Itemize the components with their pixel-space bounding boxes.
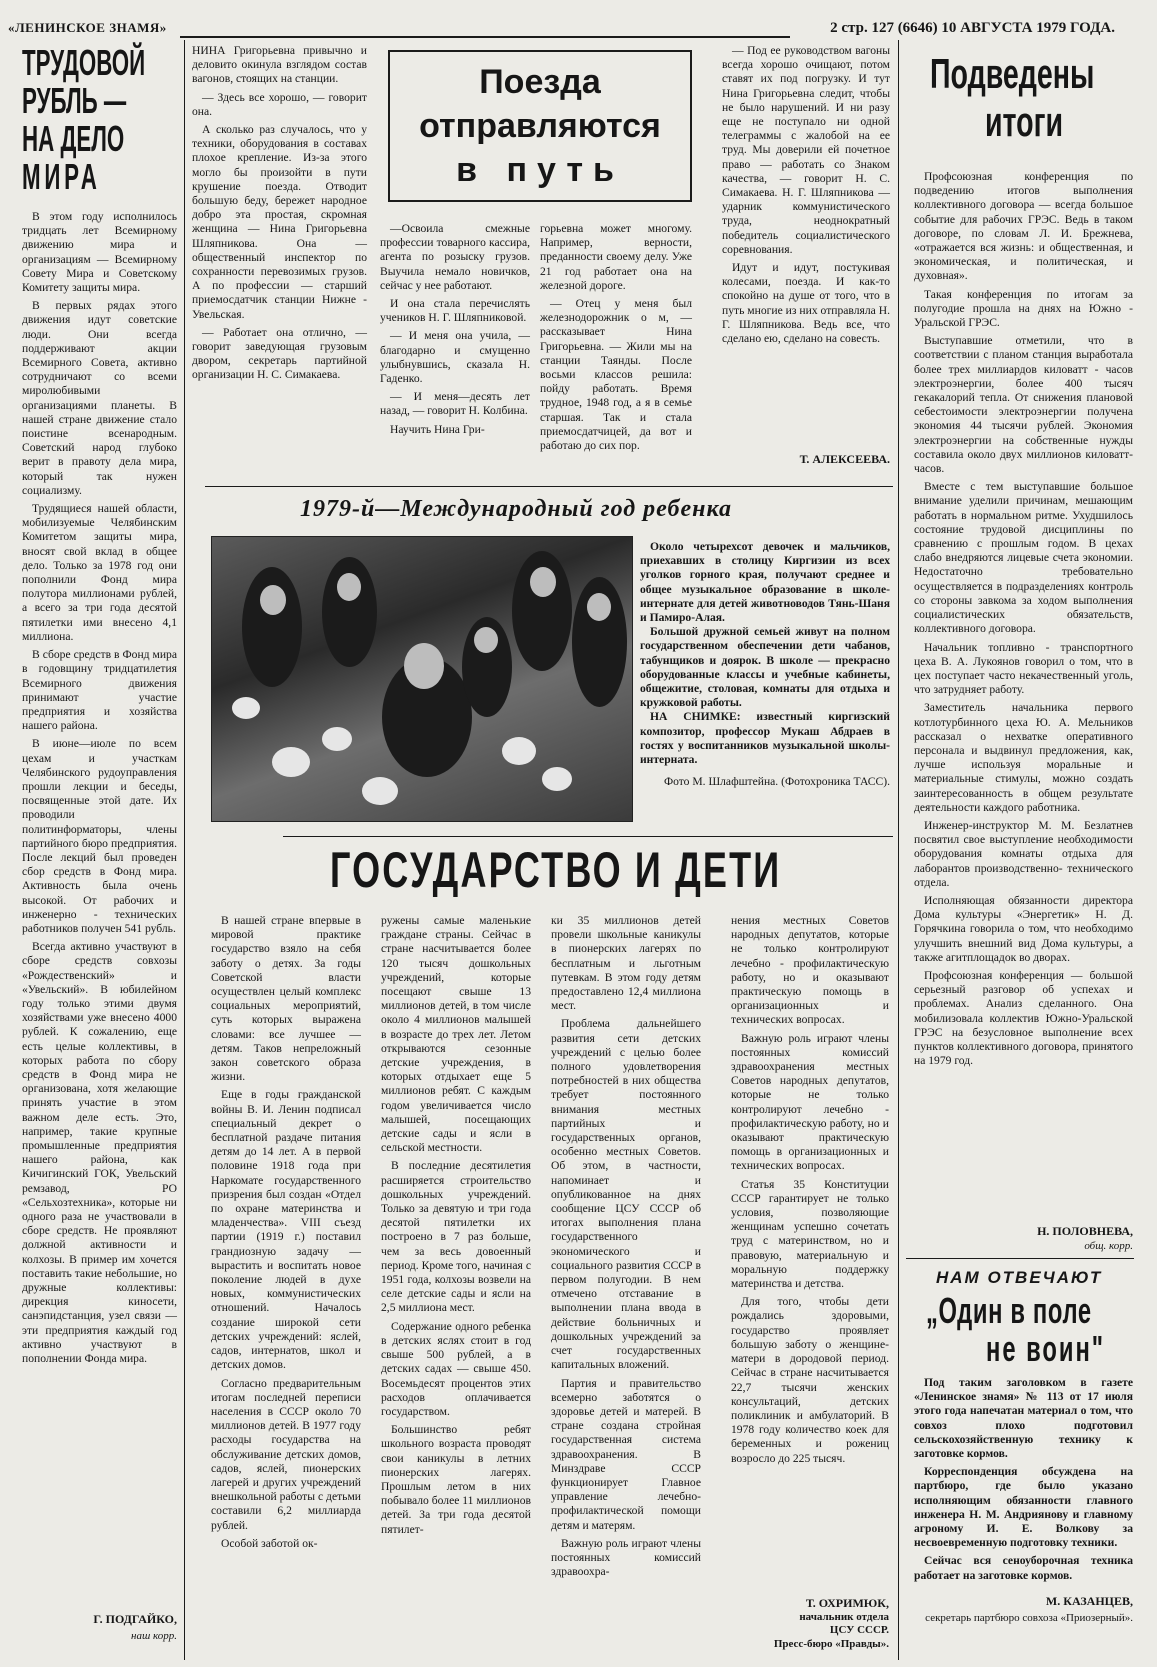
reply-title-line: „Один в поле xyxy=(926,1290,1092,1331)
paragraph: Особой заботой ок- xyxy=(221,1536,318,1550)
paragraph: — Работает она отлично, — говорит заведующая грузовым двором, секретарь партийной организации Н. С. Симакаева. xyxy=(192,325,367,382)
results-author: Н. ПОЛОВНЕВА, xyxy=(1037,1224,1133,1238)
paragraph: Еще в годы гражданской войны В. И. Ленин подписал специальный декрет о бесплатной раздаче питания детям до 14 лет. А в первой половине 1918 года при Наркомате государственного призрения был создан «Отдел по охране материнства и младенчества». VIII съезд партии (1919 г.) поставил грандиозную задачу — вырастить и воспитать новое поколение людей в духе новых, коммунистических отношений. Началось создание широкой сети детских учреждений: яслей, садов, интернатов, школ и детских домов. xyxy=(211,1088,361,1372)
title-line: ТРУДОВОЙ xyxy=(22,42,146,83)
paragraph: — Здесь все хорошо, — говорит она. xyxy=(192,90,367,118)
state-col-1 xyxy=(211,914,361,1555)
paragraph: нения местных Советов народных депутатов, которые не только контролируют лечебно - профилактическую работу, но и оказывают практическую помощь в организационных и технических вопросах. xyxy=(731,914,889,1027)
trains-col-3 xyxy=(540,222,692,457)
paragraph: В последние десятилетия расширяется строительство дошкольных учреждений. Только за девятую и три года десятой пятилетки их построено в 7 раз больше, чем за весь довоенный период. Кроме того, начиная с 1951 года, колхозы возвели на селе детские сады и ясли на 2,5 миллиона мест. xyxy=(381,1159,531,1315)
left-article-author-role: наш корр. xyxy=(131,1630,177,1642)
state-col-4 xyxy=(731,914,889,1470)
trains-title-line: в путь xyxy=(456,151,624,189)
trains-col-4 xyxy=(722,44,890,350)
masthead-rule xyxy=(180,36,790,38)
paragraph: Такая конференция по итогам за полугодие прошла на днях на Южно - Уральской ГРЭС. xyxy=(914,287,1133,330)
state-col-3 xyxy=(551,914,701,1583)
paragraph: Выступавшие отметили, что в соответствии с планом станция выработала более трех миллиардов киловатт - часов электроэнергии, более 400 тысяч гекакалорий тепла. От снижения плановой себестоимости электроэнергии получена экономия 44 тысячи рублей. Экономия электроэнергии на собственные нужды составила около двух миллионов киловатт-часов. xyxy=(914,334,1133,476)
paragraph: Инженер-инструктор М. М. Безлатнев посвятил свое выступление необходимости оборудования комнаты отдыха для лаборантов производственно- технического отдела. xyxy=(914,818,1133,889)
paragraph: Для того, чтобы дети рождались здоровыми, государство проявляет большую заботу о женщине-матери в дородовой период. Сейчас в стране насчитывается 22,7 тысячи женских консультаций, детских поликлиник и амбулаторий. В 1978 году количество коек для беременных и рожениц возросло до 225 тысяч. xyxy=(731,1295,889,1465)
paragraph: В первых рядах этого движения идут советские люди. Они всегда поддерживают акции Всемирного Совета, активно сотрудничают со всеми миролюбивыми организациями планеты. В нашей стране движение стало поистине всенародным. Советский народ глубоко верит в правоту дела мира, который так нужен социализму. xyxy=(22,299,177,497)
reply-body xyxy=(914,1376,1133,1587)
paragraph: НИНА Григорьевна привычно и деловито окинула взглядом состав вагонов, стоящих на станции. xyxy=(192,44,367,86)
paragraph: Важную роль играют члены постоянных комиссий здравоохранения местных Советов народных депутатов, которые не только контролируют лечебно - профилактическую работу, но и оказывают практическую помощь в организационных и технических вопросах. xyxy=(731,1031,889,1173)
paragraph: А сколько раз случалось, что у техники, оборудования в составах плохое крепление. Из-за этого могло бы произойти в пути крушение поезда. Отводит большую беду, бережет народное добро эта простая, скромная женщина — Нина Григорьевна Шляпникова. Она — общественный инспектор по сохранности перевозимых грузов. А по профессии — старший приемосдатчик станции Нижне - Увельская. xyxy=(192,123,367,321)
paragraph: Вместе с тем выступавшие большое внимание уделили причинам, мешающим работать в нормальном ритме. Ухудшилось состояние трудовой дисциплины по сравнению с прошлым годом. В цехах слабо внедряются лицевые счета экономии. Недостаточно требовательно осуществляется в подразделениях контроль со стороны завкома за ходом выполнения социалистических обязательств, коллективного договора. xyxy=(914,480,1133,636)
state-author: Т. ОХРИМЮК, xyxy=(805,1596,889,1610)
title-line: МИРА xyxy=(22,156,101,197)
state-source: Пресс-бюро «Правды». xyxy=(773,1638,889,1650)
paragraph: Содержание одного ребенка в детских яслях стоит в год свыше 500 рублей, а в детских садах — свыше 450. Восемьдесят процентов этих расходов оплачивается государством. xyxy=(381,1319,531,1418)
results-title xyxy=(930,50,1150,146)
newspaper-name: «ЛЕНИНСКОЕ ЗНАМЯ» xyxy=(8,20,167,35)
paragraph: Профсоюзная конференция — большой серьезный разговор об успехах и проблемах. Анализ сделанного. Она мобилизовала коллектив Южно-Уральской ГРЭС на безусловное выполнение всех пунктов коллективного договора, принятого на 1979 год. xyxy=(914,968,1133,1068)
paragraph: В нашей стране впервые в мировой практике государство взяло на себя заботу о детях. За годы Советской власти осуществлен целый комплекс социальных мероприятий, суть которых выражена словами: все лучшее — детям. Таков непреложный закон советского образа жизни. xyxy=(211,914,361,1084)
paragraph: И она стала перечислять учеников Н. Г. Шляпниковой. xyxy=(380,297,530,325)
state-author-role: начальник отдела xyxy=(799,1611,889,1623)
trains-title-line: отправляются xyxy=(419,107,661,145)
paragraph: Идут и идут, постукивая колесами, поезда. И как-то спокойно на душе от того, что в путь многие из них отправляла Н. Г. Шляпникова. Ведь все, что сделано ею, сделано на совесть. xyxy=(722,261,890,346)
paragraph: — И меня она учила, — благодарно и смущенно улыбнувшись, сказала Н. Гаденко. xyxy=(380,329,530,386)
reply-author-role: секретарь партбюро совхоза «Приозерный». xyxy=(925,1612,1133,1624)
paragraph: ки 35 миллионов детей провели школьные каникулы в пионерских лагерях по бесплатным и льготным путевкам. В этом году детям предоставлено 12,4 миллиона мест. xyxy=(551,914,701,1013)
paragraph: Партия и правительство всемерно заботятся о здоровье детей и матерей. В стране создана стройная государственная система здравоохранения. В Минздраве СССР функционирует Главное управление лечебно-профилактической помощи детям и матерям. xyxy=(551,1376,701,1532)
year-of-child-title: 1979-й—Международный год ребенка xyxy=(300,496,733,522)
column-divider xyxy=(898,40,899,1660)
paragraph: — Отец у меня был железнодорожник о м, — рассказывает Нина Григорьевна. — Жили мы на станции Таянды. После восьми классов решила: пойду работать. Время трудное, 1948 год, а я в семье старшая. Так и стала приемосдатчицей, да вот и работаю до сих пор. xyxy=(540,297,692,453)
trains-title-line: Поезда xyxy=(479,63,601,101)
reply-title xyxy=(926,1292,1136,1368)
reply-title-line: не воин" xyxy=(986,1328,1106,1369)
trains-col-1 xyxy=(192,44,367,387)
left-article-title xyxy=(22,44,172,196)
paragraph: Под таким заголовком в газете «Ленинское знамя» № 113 от 17 июля этого года напечатан материал о том, что совхоз плохо подготовил сельскохозяйственную технику к заготовке кормов. xyxy=(914,1376,1133,1461)
results-title-line: итоги xyxy=(985,98,1064,145)
trains-author: Т. АЛЕКСЕЕВА. xyxy=(799,452,890,466)
paragraph: Исполняющая обязанности директора Дома культуры «Энергетик» Н. Д. Горячкина говорила о том, что необходимо улучшить внешний вид Дома культуры, а также агитплощадок во дворах. xyxy=(914,893,1133,964)
paragraph: Большинство ребят школьного возраста проводят свои каникулы в летних пионерских лагерях. Прошлым летом в них побывало более 11 миллионов детей. За три года десятой пятилет- xyxy=(381,1423,531,1536)
state-author-role: ЦСУ СССР. xyxy=(829,1624,889,1636)
state-children-title-wrap xyxy=(330,840,890,900)
section-rule xyxy=(205,486,893,487)
paragraph: Важную роль играют члены постоянных комиссий здравоохра- xyxy=(551,1536,701,1579)
state-children-title: ГОСУДАРСТВО И ДЕТИ xyxy=(330,842,782,898)
caption-paragraph: НА СНИМКЕ: известный киргизский композитор, профессор Мукаш Абдраев в гостях у воспитанников музыкальной школы-интерната. xyxy=(640,710,890,767)
paragraph: В июне—июле по всем цехам и участкам Челябинского рудоуправления прошли лекции и беседы, посвященные этой дате. Их проводили политинформаторы, члены партийного бюро предприятия. После лекций был проведен сбор средств в Фонд мира. Активность была очень высокой. От рабочих и инженерно - технических работников получен 541 рубль. xyxy=(22,737,177,935)
paragraph: Начальник топливно - транспортного цеха В. А. Лукоянов говорил о том, что в цех поступает часто некачественный уголь, что затрудняет работу. xyxy=(914,640,1133,697)
paragraph: Проблема дальнейшего развития сети детских учреждений с целью более полного удовлетворения потребностей в них общества требует постоянного внимания местных партийных и государственных органов, особенно местных Советов. Об этом, в частности, напоминает и опубликованное на днях сообщение ЦСУ СССР об итогах выполнения плана государственного экономического и социального развития СССР в первом полугодии. В нем отмечено отставание в выполнении плана ввода в действие больничных и дошкольных учреждений за счет государственных капитальных вложений. xyxy=(551,1017,701,1372)
paragraph: Согласно предварительным итогам последней переписи населения в СССР около 70 миллионов детей. В 1977 году расходы государства на обслуживание детских домов, садов, яслей, пионерских лагерей и других учреждений внешкольной работы с детьми составили 6,2 миллиарда рублей. xyxy=(211,1376,361,1532)
paragraph: В этом году исполнилось тридцать лет Всемирному движению мира и организациям — Всемирному Совету Мира и Советскому Комитету защиты мира. xyxy=(22,210,177,295)
photo-credit: Фото М. Шлафштейна. (Фотохроника ТАСС). xyxy=(663,775,890,789)
left-article-body xyxy=(22,210,177,1370)
state-col-2 xyxy=(381,914,531,1541)
issue-line: 2 стр. 127 (6646) 10 АВГУСТА 1979 ГОДА. xyxy=(830,20,1115,36)
paragraph: Корреспонденция обсуждена на партбюро, где было указано исполняющим обязанности главного инженера Н. М. Андриянову и главному агроному И. Е. Волкову за несвоевременную подготовку техники. xyxy=(914,1465,1133,1550)
paragraph: Научить Нина Гри- xyxy=(390,422,485,436)
paragraph: — Под ее руководством вагоны всегда хорошо очищают, потом ставят их под погрузку. И тут Нина Григорьевна следит, чтобы не было нарушений. И ни разу еще не поступало ни одной телеграммы с жалобой на ее труд. Мы доверили ей почетное право — работать со Знаком качества, — говорит Н. С. Симакаева. Н. Г. Шляпникова — ударник коммунистического труда, неоднократный победитель социалистического соревнования. xyxy=(722,44,890,256)
left-article-author: Г. ПОДГАЙКО, xyxy=(93,1612,177,1626)
column-divider xyxy=(184,40,185,1660)
results-body xyxy=(914,170,1133,1072)
paragraph: горьевна может многому. Например, верности, преданности своему делу. Уже 21 год работает она на железной дороге. xyxy=(540,222,692,292)
paragraph: —Освоила смежные профессии товарного кассира, агента по розыску грузов. Выучила немало новичков, сейчас у нее работают. xyxy=(380,222,530,292)
trains-col-2 xyxy=(380,222,530,441)
section-rule xyxy=(906,1258,1134,1259)
caption-paragraph: Около четырехсот девочек и мальчиков, приехавших в столицу Киргизии из всех уголков горного края, получают среднее и общее музыкальное образование в школе-интернате для детей животноводов Тянь-Шаня и Памиро-Алая. xyxy=(640,540,890,625)
trains-title-box xyxy=(388,50,692,202)
children-photo xyxy=(211,536,633,822)
reply-author: М. КАЗАНЦЕВ, xyxy=(1045,1594,1133,1608)
paragraph: Профсоюзная конференция по подведению итогов выполнения коллективного договора — всегда большое событие для рабочих ГРЭС. Ведь в таком договоре, по словам Л. И. Брежнева, «отражается вся жизнь: и общественная, и экономическая, и политическая, и духовная». xyxy=(914,170,1133,283)
results-title-line: Подведены xyxy=(930,50,1095,97)
results-author-role: общ. корр. xyxy=(1084,1240,1133,1252)
reply-kicker: НАМ ОТВЕЧАЮТ xyxy=(936,1268,1103,1287)
paragraph: Всегда активно участвуют в сборе средств совхозы «Рождественский» и «Увельский». В юбилейном году только этими двумя хозяйствами уже внесено 4000 рублей. К сожалению, еще есть целые коллективы, в которых работа по сбору средств в Фонд мира не организована, хотя желающие принять участие в этом важном деле есть. Это, например, такие крупные промышленные предприятия нашего района, как Кичигинский ГОК, Увельский ремзавод, РО «Сельхозтехника», которые ни одного раза не участвовали в сборе средств. Не проявляют должной активности и колхозы. В пример им хочется поставить такие небольшие, но дружные коллективы: дирекция киносети, санэпидстанция, узел связи — эти предприятия каждый год активно участвуют в пополнении Фонда мира. xyxy=(22,940,177,1366)
caption-paragraph: Большой дружной семьей живут на полном государственном обеспечении дети чабанов, табунщиков и доярок. В школе — прекрасно оборудованные классы и учебные кабинеты, общежитие, столовая, комнаты для отдыха и кружковой работы. xyxy=(640,625,890,710)
paragraph: ружены самые маленькие граждане страны. Сейчас в стране насчитывается более 120 тысяч дошкольных учреждений, которые посещают свыше 13 миллионов детей, в том числе около 4 миллионов малышей в возрасте до трех лет. Летом открываются сезонные детские учреждения, в которых отдыхает еще 5 миллионов ребят. С каждым годом увеличивается число малышей, посещающих детские сады и ясли в сельской местности. xyxy=(381,914,531,1155)
title-line: РУБЛЬ — xyxy=(22,80,127,121)
paragraph: Сейчас вся сеноуборочная техника работает на заготовке кормов. xyxy=(914,1554,1133,1582)
paragraph: Статья 35 Конституции СССР гарантирует не только условия, позволяющие женщинам успешно сочетать труд с материнством, но и правовую, материальную и моральную поддержку материнства и детства. xyxy=(731,1177,889,1291)
photo-caption xyxy=(640,540,890,788)
paragraph: Заместитель начальника первого котлотурбинного цеха Ю. А. Мельников рассказал о нехватке оперативного персонала и выдвинул предложения, как, лучше используя моральные и материальные стимулы, можно создать заинтересованность в общем результате деятельности каждого работника. xyxy=(914,701,1133,814)
section-rule xyxy=(283,836,893,837)
paragraph: — И меня—десять лет назад, — говорит Н. Колбина. xyxy=(380,390,530,418)
paragraph: Трудящиеся нашей области, мобилизуемые Челябинским Комитетом защиты мира, вносят свой вклад в общее дело. Только за 1978 год они пополнили Фонд мира полутора миллионами рублей, а всего за три года десятой пятилетки ими внесено 4,1 миллиона. xyxy=(22,502,177,643)
title-line: НА ДЕЛО xyxy=(22,118,125,159)
paragraph: В сборе средств в Фонд мира в годовщину тридцатилетия Всемирного движения принимают участие предприятия и хозяйства нашего района. xyxy=(22,648,177,733)
